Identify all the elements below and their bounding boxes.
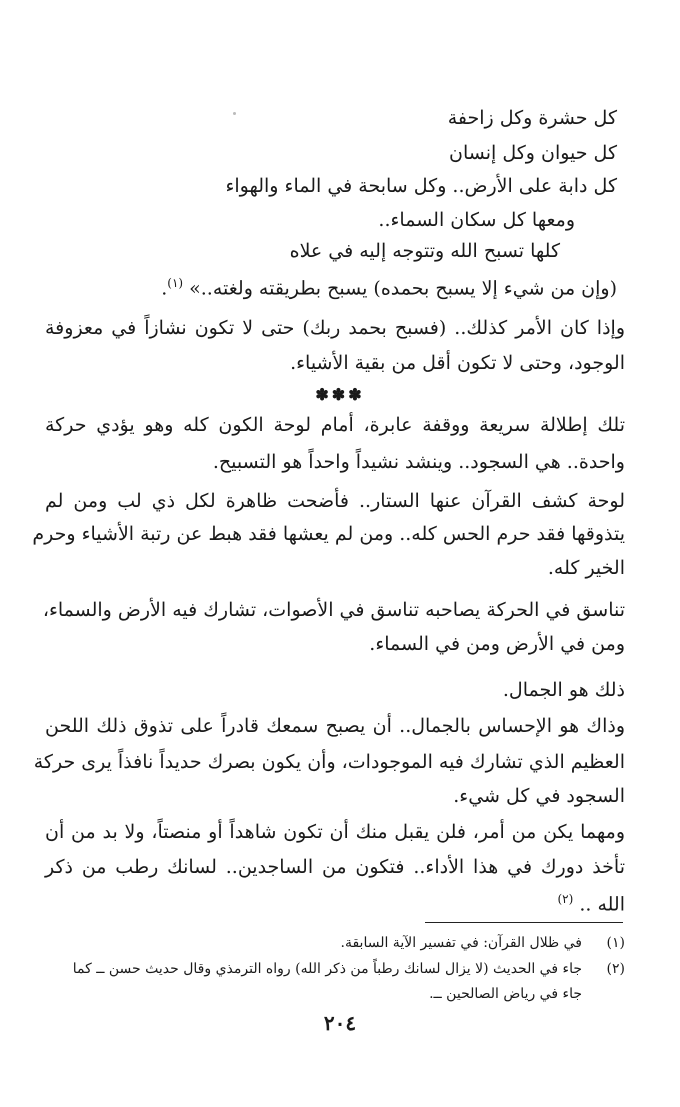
- footnote-text-continued: جاء في رياض الصالحين ــ.: [429, 986, 582, 1002]
- paragraph-text: الله ..: [579, 893, 625, 916]
- footnote-ref-1: (١): [167, 276, 184, 290]
- paragraph-line-last: [45, 885, 625, 918]
- footnote-text: في ظلال القرآن: في تفسير الآية السابقة.: [340, 935, 582, 951]
- section-divider-stars: ✽✽✽: [315, 385, 365, 404]
- paragraph-line: وإذا كان الأمر كذلك.. (فسبح بحمد ربك) حتى لا تكون نشازاً في معزوفة: [45, 317, 625, 339]
- poem-line: ومعها كل سكان السماء..: [378, 209, 575, 231]
- poem-line: كلها تسبح الله وتتوجه إليه في علاه: [289, 240, 560, 262]
- paragraph-line: واحدة.. هي السجود.. وينشد نشيداً واحداً هو التسبيح.: [212, 451, 625, 473]
- paragraph-line: وذاك هو الإحساس بالجمال.. أن يصبح سمعك قادراً على تذوق ذلك اللحن: [45, 715, 625, 737]
- paragraph-line: يتذوقها فقد حرم الحس كله.. ومن لم يعشها فقد هبط عن رتبة الأشياء وحرم: [32, 523, 625, 545]
- paragraph-line: الخير كله.: [547, 557, 625, 579]
- paragraph-line: ذلك هو الجمال.: [502, 679, 625, 701]
- period: .: [161, 277, 168, 300]
- poem-line: كل دابة على الأرض.. وكل سابحة في الماء والهواء: [225, 175, 617, 197]
- paragraph-line: لوحة كشف القرآن عنها الستار.. فأضحت ظاهرة لكل ذي لب ومن لم: [45, 490, 625, 512]
- footnote-number: (٢): [606, 961, 625, 977]
- footnote-ref-2: (٢): [557, 892, 574, 906]
- paragraph-line: العظيم الذي تشارك فيه الموجودات، وأن يكون بصرك حديداً نافذاً يرى حركة: [33, 751, 625, 773]
- poem-line-quoted: [161, 269, 617, 302]
- footnote-number: (١): [606, 935, 625, 951]
- poem-text: (وإن من شيء إلا يسبح بحمده) يسبح بطريقته ولغته..»: [189, 277, 617, 300]
- paragraph-line: تأخذ دورك في هذا الأداء.. فتكون من الساجدين.. لسانك رطب من ذكر: [45, 856, 625, 878]
- footnote-text: جاء في الحديث (لا يزال لسانك رطباً من ذكر الله) رواه الترمذي وقال حديث حسن ــ كما: [72, 961, 582, 977]
- footnote-separator: [425, 922, 623, 923]
- paragraph-line: تناسق في الحركة يصاحبه تناسق في الأصوات، تشارك فيه الأرض والسماء،: [42, 599, 625, 621]
- print-speck: [233, 112, 236, 115]
- paragraph-line: ومهما يكن من أمر، فلن يقبل منك أن تكون شاهداً أو منصتاً، ولا بد من أن: [45, 821, 625, 843]
- page-number: ٢٠٤: [323, 1011, 357, 1035]
- paragraph-line: السجود في كل شيء.: [453, 785, 625, 807]
- paragraph-line: الوجود، وحتى لا تكون أقل من بقية الأشياء.: [290, 352, 625, 374]
- paragraph-line: ومن في الأرض ومن في السماء.: [369, 633, 625, 655]
- poem-line: كل حيوان وكل إنسان: [449, 142, 617, 164]
- paragraph-line: تلك إطلالة سريعة ووقفة عابرة، أمام لوحة الكون كله وهو يؤدي حركة: [45, 414, 625, 436]
- poem-line: كل حشرة وكل زاحفة: [447, 107, 617, 129]
